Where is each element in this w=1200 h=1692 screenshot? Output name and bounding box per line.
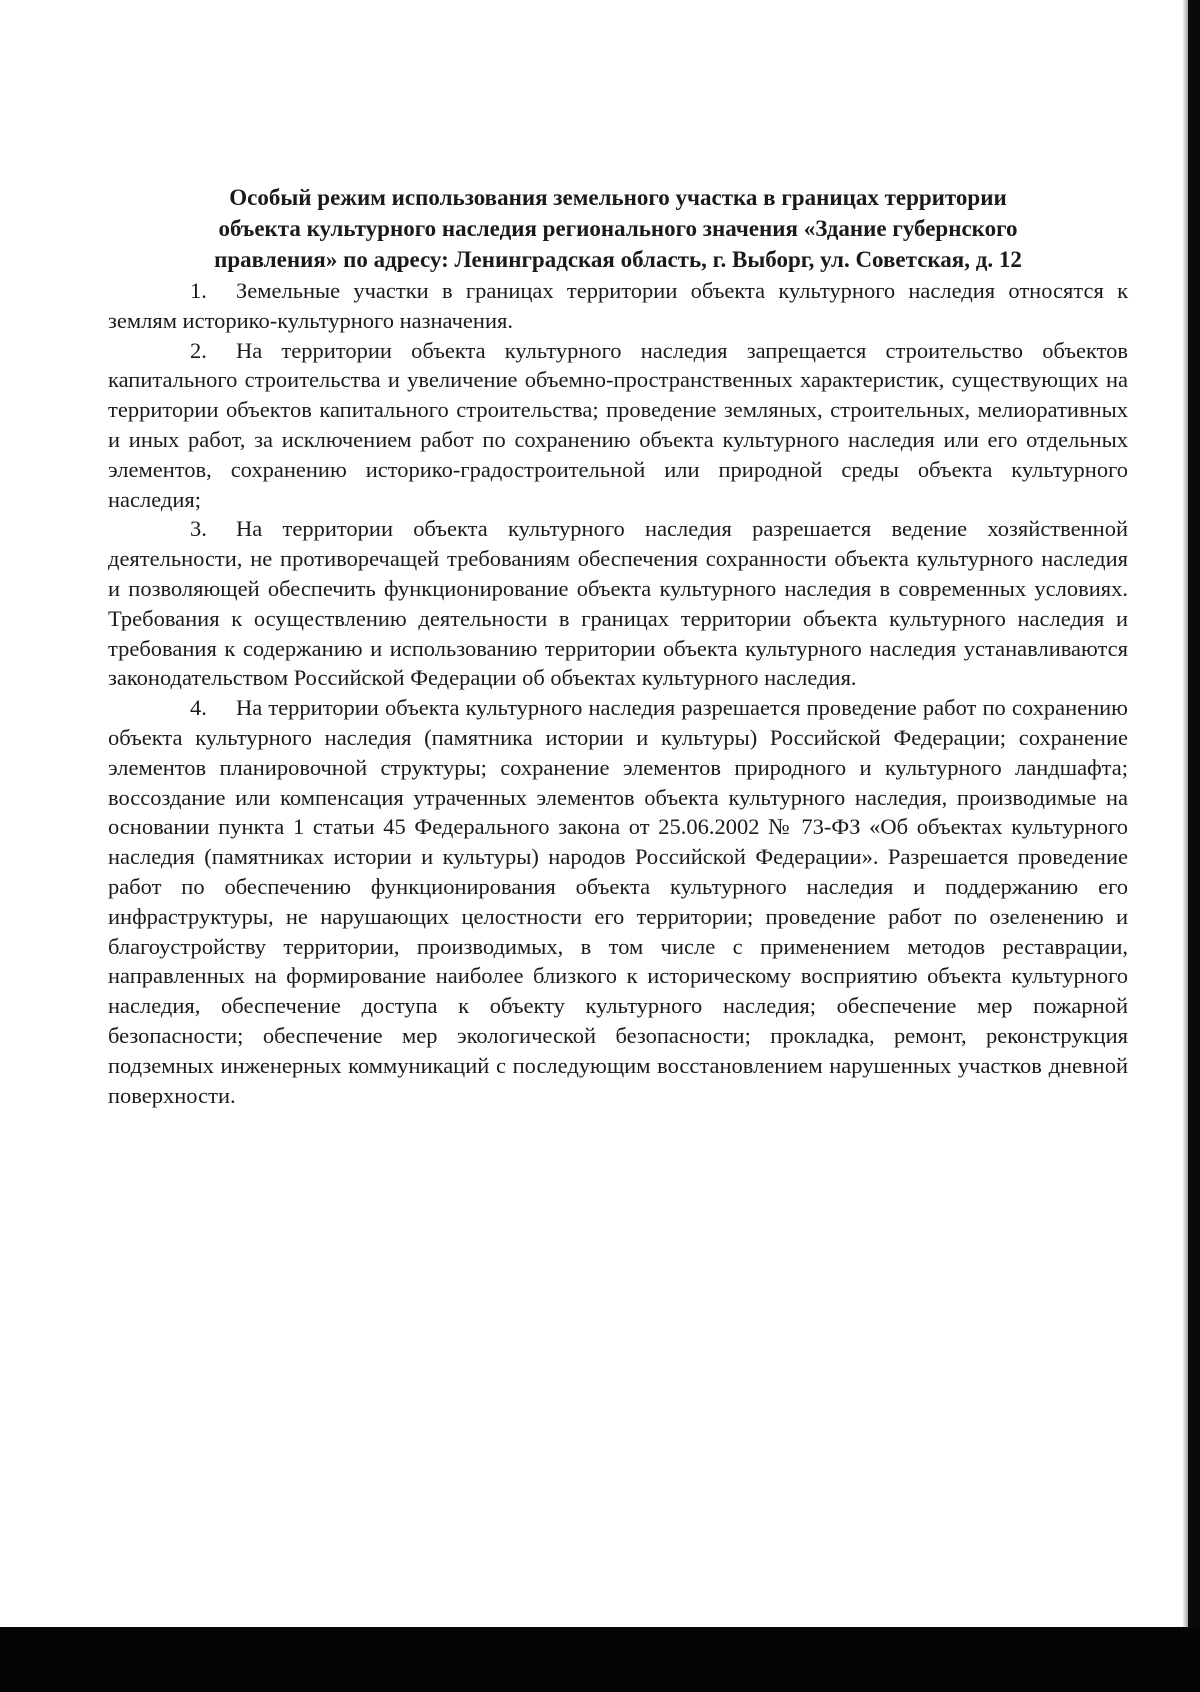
title-line-2: объекта культурного наследия регионального значения «Здание губернского [218, 216, 1018, 241]
document-title [108, 182, 1128, 275]
paragraph-text: На территории объекта культурного наследия запрещается строительство объектов капитального строительства и увеличение объемно-пространственных характеристик, существующих на территории объектов капитального строительства; проведение земляных, строительных, мелиоративных и иных работ, за исключением работ по сохранению объекта культурного наследия или его отдельных элементов, сохранению историко-градостроительной или природной среды объекта культурного наследия; [108, 337, 1128, 512]
paragraph-1 [108, 276, 1128, 336]
scan-border-right [1188, 0, 1200, 1692]
title-line-1: Особый режим использования земельного участка в границах территории [229, 185, 1007, 210]
paragraph-2 [108, 336, 1128, 515]
paragraph-number: 2. [190, 337, 207, 363]
paragraph-text: Земельные участки в границах территории объекта культурного наследия относятся к землям историко-культурного назначения. [108, 278, 1128, 333]
paragraph-number: 4. [190, 695, 207, 721]
document-body [108, 276, 1128, 1110]
title-line-3: правления» по адресу: Ленинградская область, г. Выборг, ул. Советская, д. 12 [214, 247, 1022, 272]
paragraph-number: 1. [190, 278, 207, 303]
paragraph-number: 3. [190, 516, 207, 542]
paragraph-text: На территории объекта культурного наследия разрешается ведение хозяйственной деятельности, не противоречащей требованиям обеспечения сохранности объекта культурного наследия и позволяющей обеспечить функционирование объекта культурного наследия в современных условиях. Требования к осуществлению деятельности в границах территории объекта культурного наследия и требования к содержанию и использованию территории объекта культурного наследия устанавливаются законодательством Российской Федерации об объектах культурного наследия. [108, 516, 1128, 691]
paragraph-4 [108, 693, 1128, 1110]
scan-border-bottom [0, 1627, 1200, 1692]
paragraph-3 [108, 514, 1128, 693]
paragraph-text: На территории объекта культурного наследия разрешается проведение работ по сохранению объекта культурного наследия (памятника истории и культуры) Российской Федерации; сохранение элементов планировочной структуры; сохранение элементов природного и культурного ландшафта; воссоздание или компенсация утраченных элементов объекта культурного наследия, производимые на основании пункта 1 статьи 45 Федерального закона от 25.06.2002 № 73-ФЗ «Об объектах культурного наследия (памятниках истории и культуры) народов Российской Федерации». Разрешается проведение работ по обеспечению функционирования объекта культурного наследия и поддержанию его инфраструктуры, не нарушающих целостности его территории; проведение работ по озеленению и благоустройству территории, производимых, в том числе с применением методов реставрации, направленных на формирование наиболее близкого к историческому восприятию объекта культурного наследия, обеспечение доступа к объекту культурного наследия; обеспечение мер пожарной безопасности; обеспечение мер экологической безопасности; прокладка, ремонт, реконструкция подземных инженерных коммуникаций с последующим восстановлением нарушенных участков дневной поверхности. [108, 695, 1128, 1108]
